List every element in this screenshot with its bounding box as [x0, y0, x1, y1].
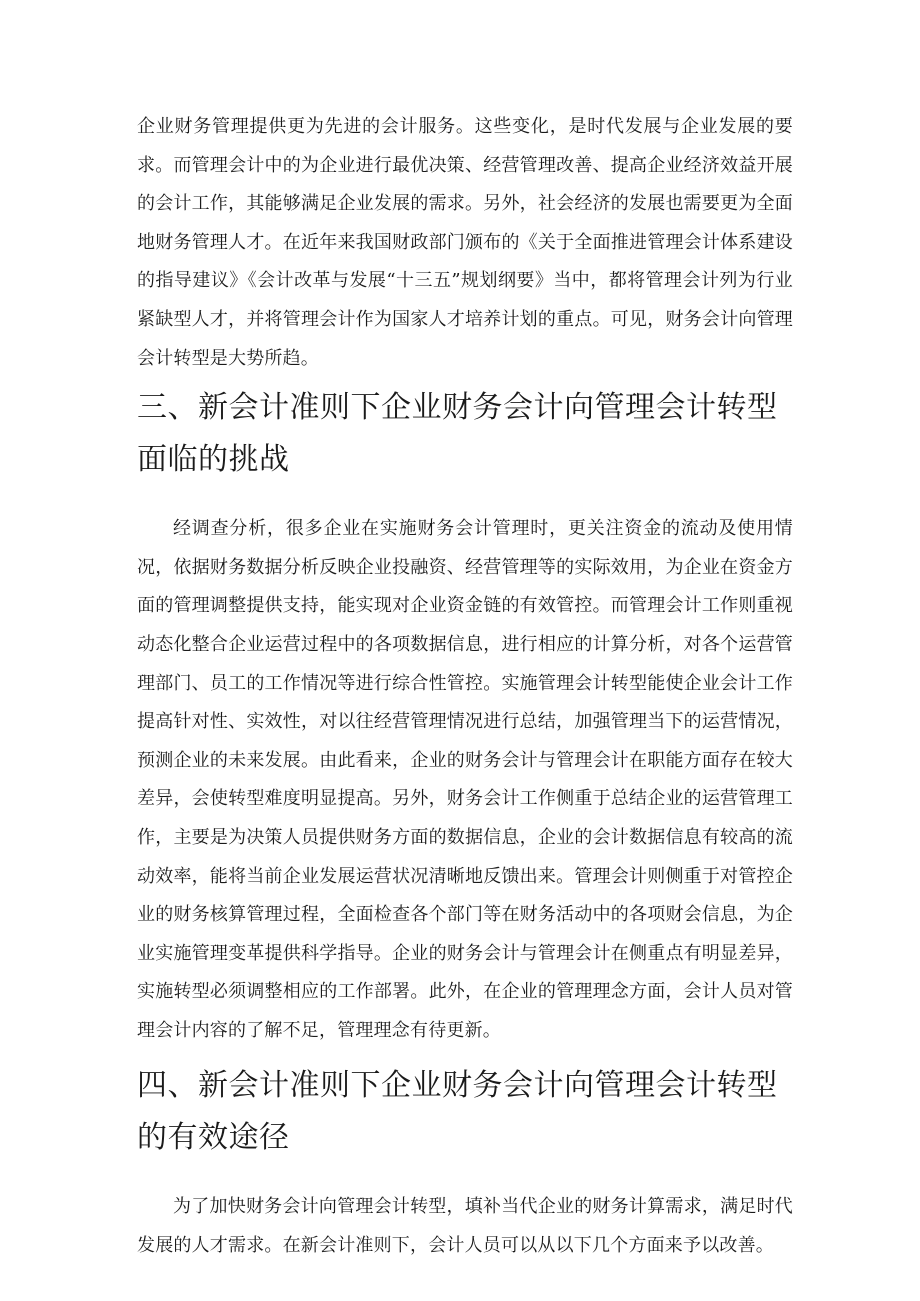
section-heading-4: 四、新会计准则下企业财务会计向管理会计转型的有效途径	[137, 1068, 778, 1156]
body-paragraph-1: 企业财务管理提供更为先进的会计服务。这些变化，是时代发展与企业发展的要求。而管理会计中的为企业进行最优决策、经营管理改善、提高企业经济效益开展的会计工作，其能够满足企业发展的需求。另外，社会经济的发展也需要更为全面地财务管理人才。在近年来我国财政部门颁布的《关于全面推进管理会计体系建设的指导建议》《会计改革与发展“十三五”规划纲要》当中，都将管理会计列为行业紧缺型人才，并将管理会计作为国家人才培养计划的重点。可见，财务会计向管理会计转型是大势所趋。	[137, 116, 793, 369]
body-paragraph-2: 经调查分析，很多企业在实施财务会计管理时，更关注资金的流动及使用情况，依据财务数据分析反映企业投融资、经营管理等的实际效用，为企业在资金方面的管理调整提供支持，能实现对企业资金链的有效管控。而管理会计工作则重视动态化整合企业运营过程中的各项数据信息，进行相应的计算分析，对各个运营管理部门、员工的工作情况等进行综合性管控。实施管理会计转型能使企业会计工作提高针对性、实效性，对以往经营管理情况进行总结，加强管理当下的运营情况，预测企业的未来发展。由此看来，企业的财务会计与管理会计在职能方面存在较大差异，会使转型难度明显提高。另外，财务会计工作侧重于总结企业的运营管理工作，主要是为决策人员提供财务方面的数据信息，企业的会计数据信息有较高的流动效率，能将当前企业发展运营状况清晰地反馈出来。管理会计则侧重于对管控企业的财务核算管理过程，全面检查各个部门等在财务活动中的各项财会信息，为企业实施管理变革提供科学指导。企业的财务会计与管理会计在侧重点有明显差异，实施转型必须调整相应的工作部署。此外，在企业的管理理念方面，会计人员对管理会计内容的了解不足，管理理念有待更新。	[137, 518, 793, 1041]
section-heading-3: 三、新会计准则下企业财务会计向管理会计转型面临的挑战	[137, 390, 778, 478]
document-page	[137, 108, 793, 1266]
body-paragraph-3: 为了加快财务会计向管理会计转型，填补当代企业的财务计算需求，满足时代发展的人才需求。在新会计准则下，会计人员可以从以下几个方面来予以改善。	[137, 1196, 793, 1257]
